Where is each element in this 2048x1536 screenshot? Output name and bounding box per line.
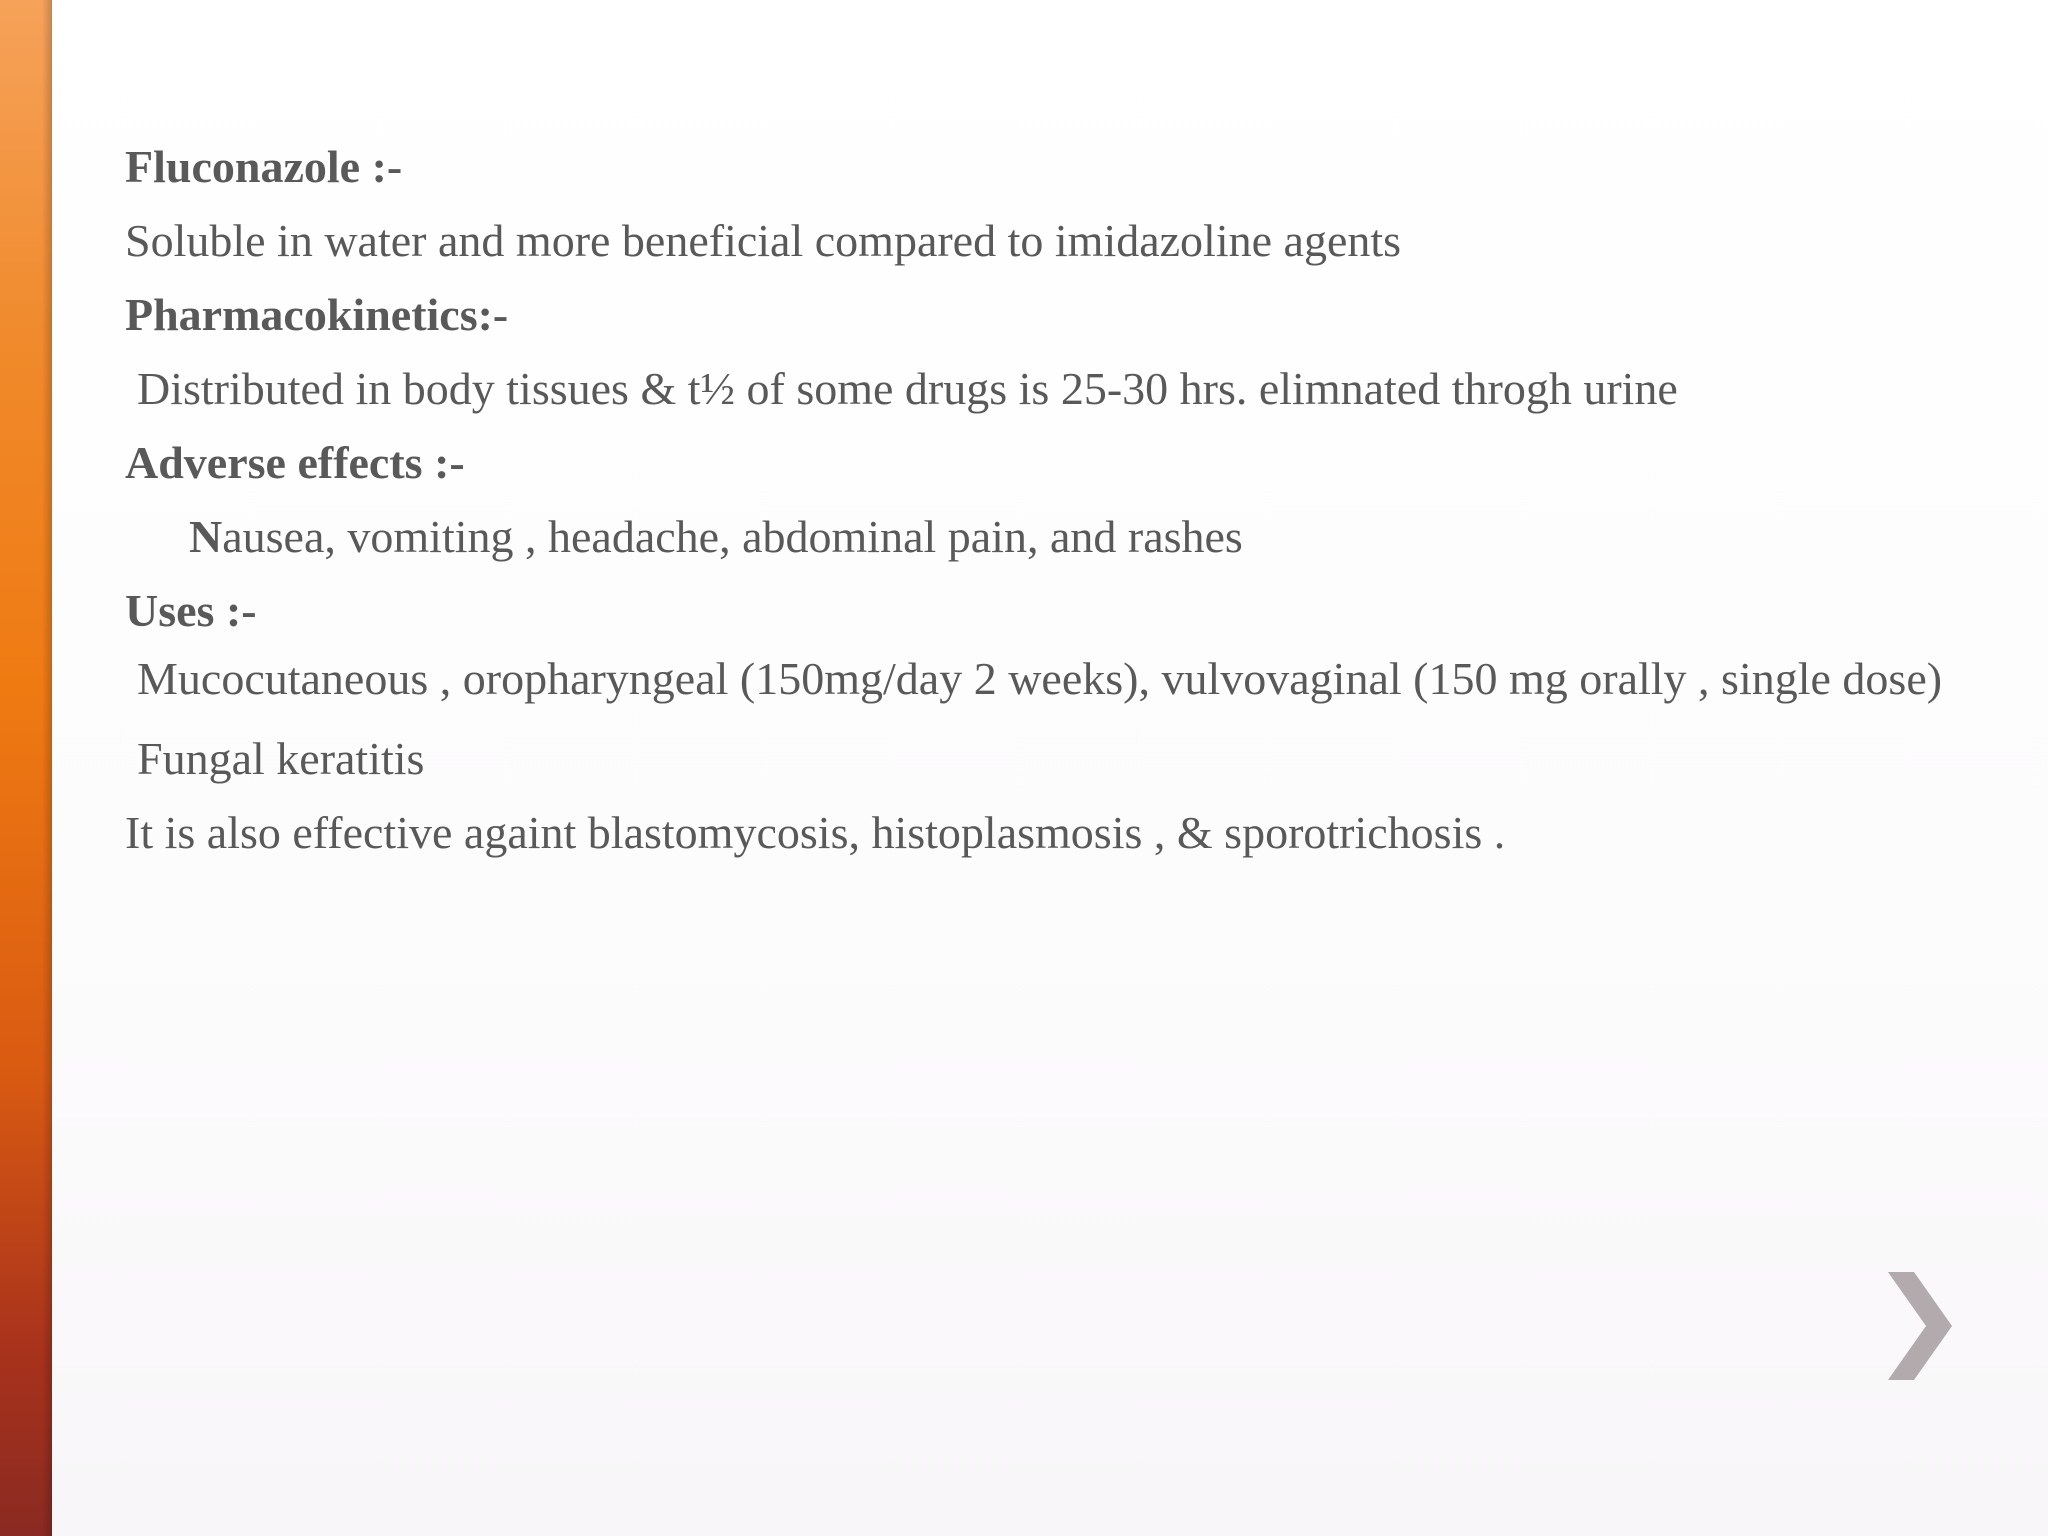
heading-adverse-effects: Adverse effects :- [125, 437, 465, 488]
slide-content [125, 130, 1955, 870]
uses-keratitis: Fungal keratitis [137, 733, 425, 784]
uses-text: Mucocutaneous , oropharyngeal (150mg/day 2 weeks), vulvovaginal (150 mg orally , single dose) [137, 653, 1943, 704]
adverse-rest: ausea, vomiting , headache, abdominal pain, and rashes [222, 511, 1243, 562]
next-arrow-shape [1888, 1272, 1952, 1380]
adverse-initial: N [189, 511, 223, 562]
accent-sidebar [0, 0, 52, 1536]
heading-pharmacokinetics: Pharmacokinetics:- [125, 289, 509, 340]
heading-uses: Uses :- [125, 585, 257, 636]
adverse-effects-text [125, 500, 1955, 574]
heading-drug: Fluconazole :- [125, 141, 403, 192]
intro-text: Soluble in water and more beneficial compared to imidazoline agents [125, 215, 1402, 266]
chevron-right-icon[interactable] [1880, 1268, 1960, 1384]
uses-other: It is also effective againt blastomycosis, histoplasmosis , & sporotrichosis . [125, 807, 1506, 858]
pharmacokinetics-text: Distributed in body tissues & t½ of some drugs is 25-30 hrs. elimnated throgh urine [137, 363, 1678, 414]
